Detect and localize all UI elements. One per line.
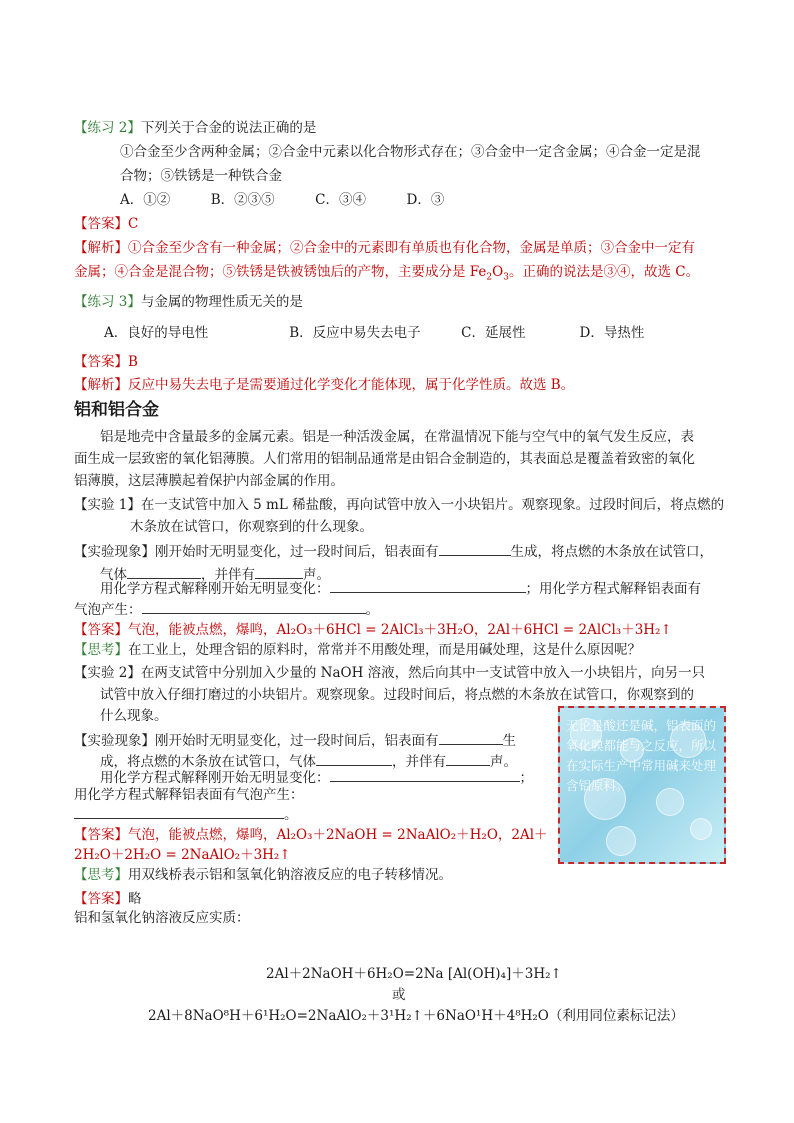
- intro-line: 铝薄膜，这层薄膜起着保护内部金属的作用。: [74, 473, 344, 489]
- experiment-tag: 【实验 2】: [74, 665, 141, 681]
- note-text: 无论是酸还是碱，铝表面的氧化膜都能与之反应，所以在实际生产中常用碱来处理含铝原料。: [566, 718, 717, 793]
- or-text: 或: [392, 987, 406, 1003]
- think-text: 在工业上，处理含铝的原料时，常常并不用酸处理，而是用碱处理，这是什么原因呢？: [128, 642, 641, 658]
- blank-field[interactable]: [142, 599, 366, 614]
- analysis-line: [74, 238, 695, 258]
- blank-field[interactable]: [446, 751, 490, 766]
- answer-tag: 【答案】: [74, 216, 128, 232]
- think-line: [74, 640, 641, 660]
- equation-prompt: 用化学方程式解释刚开始无明显变化：: [100, 770, 330, 786]
- question-text: 下列关于合金的说法正确的是: [140, 120, 317, 136]
- equation-line: [74, 599, 379, 620]
- phenomenon-text: 刚开始时无明显变化，过一段时间后，铝表面有: [155, 544, 439, 560]
- analysis-line: [74, 375, 574, 395]
- answer-line: 2H₂O＋2H₂O = 2NaAlO₂＋3H₂↑: [74, 847, 291, 863]
- phenomenon-text: 生成，将点燃的木条放在试管口，: [510, 544, 713, 560]
- blank-field[interactable]: [330, 767, 520, 782]
- note-box: [558, 706, 726, 864]
- answer-text: B: [128, 354, 138, 370]
- equation-prompt: ；: [519, 770, 533, 786]
- equation-prompt: 。: [284, 807, 298, 823]
- phenomenon-line: [74, 541, 713, 562]
- answer-tag: 【答案】: [74, 891, 128, 907]
- think-line: [74, 865, 452, 885]
- equation: 2Al＋2NaOH＋6H₂O=2Na [Al(OH)₄]＋3H₂↑: [266, 966, 562, 982]
- analysis-text: 金属；④合金是混合物；⑤铁锈是铁被锈蚀后的产物，主要成分是 Fe: [74, 264, 487, 280]
- blank-field[interactable]: [316, 751, 392, 766]
- experiment-text: 什么现象。: [100, 708, 168, 724]
- experiment-1-text: [74, 495, 724, 515]
- phenomenon-text: 声。: [303, 567, 330, 583]
- think-tag: 【思考】: [74, 642, 128, 658]
- exercise-tag: 【练习 3】: [74, 294, 141, 310]
- blank-field[interactable]: [74, 804, 284, 819]
- analysis-line: 金属；④合金是混合物；⑤铁锈是铁被锈蚀后的产物，主要成分是 $Fe_2O_3$。正确的说法是③④，故选 C。: [74, 264, 700, 283]
- statement-line: 合物；⑤铁锈是一种铁合金: [120, 168, 282, 184]
- equation-prompt: 用化学方程式解释刚开始无明显变化：: [100, 581, 330, 597]
- answer-line: [74, 825, 548, 845]
- phenomenon-text: ，并伴有: [201, 567, 255, 583]
- intro-line: 面生成一层致密的氧化铝薄膜。人们常用的铝制品通常是由铝合金制造的，其表面总是覆盖着致密的氧化: [74, 451, 695, 467]
- blank-field[interactable]: [330, 578, 526, 593]
- analysis-text: 。正确的说法是③④，故选 C。: [508, 264, 700, 280]
- phenomenon-tag: 【实验现象】: [74, 733, 155, 749]
- options-line: A．①② B．②③⑤ C．③④ D．③: [120, 192, 445, 208]
- blank-field[interactable]: [439, 541, 511, 556]
- section-title: 铝和铝合金: [74, 400, 159, 420]
- options-line: A．良好的导电性 B．反应中易失去电子 C．延展性 D．导热性: [104, 325, 645, 341]
- phenomenon-line: [74, 730, 516, 751]
- answer-text: 气泡，能被点燃，爆鸣，Al₂O₃＋2NaOH = 2NaAlO₂＋H₂O，2Al＋: [128, 827, 548, 843]
- answer-line: [74, 352, 138, 372]
- answer-line: [74, 214, 138, 234]
- experiment-text: 在一支试管中加入 5 mL 稀盐酸，再向试管中放入一小块铝片。观察现象。过段时间后，将点燃的: [140, 497, 725, 513]
- statement-line: ①合金至少含两种金属；②合金中元素以化合物形式存在；③合金中一定含金属；④合金一定是混: [120, 144, 701, 160]
- blank-field[interactable]: [127, 564, 201, 579]
- equation-line: [100, 578, 701, 599]
- think-tag: 【思考】: [74, 867, 128, 883]
- phenomenon-text: 刚开始时无明显变化，过一段时间后，铝表面有: [155, 733, 439, 749]
- answer-text: C: [128, 216, 139, 232]
- equation-line: [74, 804, 298, 825]
- phenomenon-tag: 【实验现象】: [74, 544, 155, 560]
- answer-tag: 【答案】: [74, 354, 128, 370]
- analysis-text: 反应中易失去电子是需要通过化学变化才能体现，属于化学性质。故选 B。: [128, 377, 575, 393]
- equation-line: 用化学方程式解释铝表面有气泡产生：: [74, 787, 304, 803]
- exercise-3-question: [74, 292, 303, 312]
- analysis-tag: 【解析】: [74, 240, 128, 256]
- intro-line: 铝是地壳中含量最多的金属元素。铝是一种活泼金属，在常温情况下能与空气中的氧气发生反应，表: [100, 429, 694, 445]
- equation-prompt: 气泡产生：: [74, 602, 142, 618]
- experiment-text: 在两支试管中分别加入少量的 NaOH 溶液，然后向其中一支试管中放入一小块铝片，向另一只: [140, 665, 706, 681]
- phenomenon-text: 成，将点燃的木条放在试管口，气体: [100, 754, 316, 770]
- answer-line: [74, 889, 142, 909]
- phenomenon-text: 生: [502, 733, 516, 749]
- experiment-2-text: [74, 663, 705, 683]
- essence-title: 铝和氢氧化钠溶液反应实质：: [74, 910, 250, 926]
- exercise-2-question: [74, 118, 316, 138]
- analysis-tag: 【解析】: [74, 377, 128, 393]
- question-text: 与金属的物理性质无关的是: [140, 294, 303, 310]
- experiment-tag: 【实验 1】: [74, 497, 141, 513]
- phenomenon-text: 气体: [100, 567, 127, 583]
- answer-tag: 【答案】: [74, 622, 128, 638]
- answer-tag: 【答案】: [74, 827, 128, 843]
- think-text: 用双线桥表示铝和氢氧化钠溶液反应的电子转移情况。: [128, 867, 452, 883]
- answer-text: 气泡，能被点燃，爆鸣，Al₂O₃＋6HCl = 2AlCl₃＋3H₂O，2Al＋6HCl = 2AlCl₃＋3H₂↑: [128, 622, 672, 638]
- analysis-text: ①合金至少含有一种金属；②合金中的元素即有单质也有化合物，金属是单质；③合金中一定有: [128, 240, 695, 256]
- experiment-text: 木条放在试管口，你观察到的什么现象。: [130, 519, 373, 535]
- equation: 2Al＋8NaO⁸H＋6¹H₂O=2NaAlO₂＋3¹H₂↑＋6NaO¹H＋4⁸H₂O（利用同位素标记法）: [148, 1008, 684, 1024]
- equation-prompt: 。: [365, 602, 379, 618]
- exercise-tag: 【练习 2】: [74, 120, 141, 136]
- equation-prompt: ；用化学方程式解释铝表面有: [525, 581, 701, 597]
- phenomenon-text: 声。: [490, 754, 517, 770]
- blank-field[interactable]: [255, 564, 303, 579]
- answer-line: [74, 620, 672, 640]
- blank-field[interactable]: [439, 730, 503, 745]
- answer-text: 略: [128, 891, 142, 907]
- phenomenon-text: ，并伴有: [392, 754, 446, 770]
- experiment-text: 试管中放入仔细打磨过的小块铝片。观察现象。过段时间后，将点燃的木条放在试管口，你观察到的: [100, 687, 694, 703]
